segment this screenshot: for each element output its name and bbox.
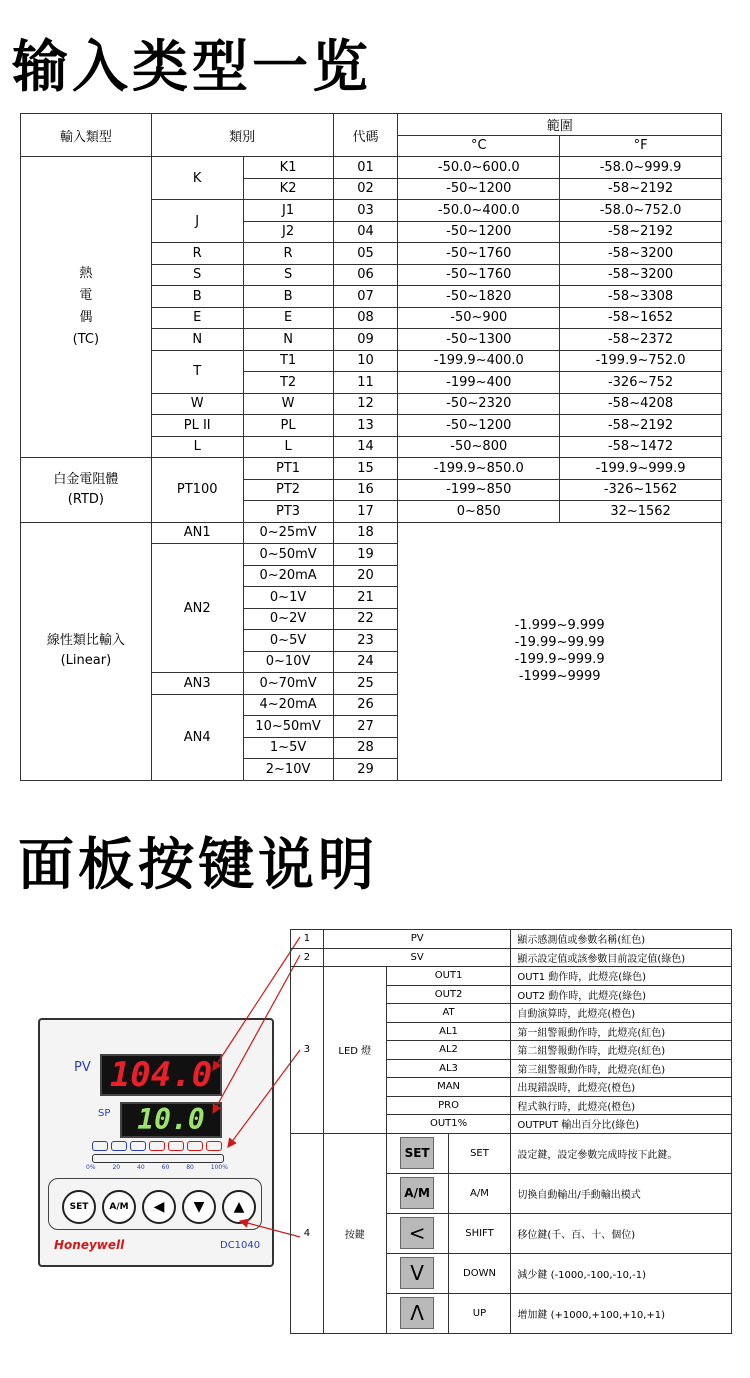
group-label: 偶 <box>79 310 93 325</box>
category-cell: L <box>151 436 243 458</box>
group-label: 線性類比輸入 <box>46 633 125 648</box>
callout-arrow-pv <box>213 937 300 1070</box>
c-range-cell: -199~400 <box>398 372 560 394</box>
group-label: (Linear) <box>60 653 112 668</box>
f-range-cell: -58~2372 <box>560 329 722 351</box>
item-desc: OUTPUT 輸出百分比(綠色) <box>511 1115 732 1134</box>
f-range-cell: -58~3200 <box>560 264 722 286</box>
down-button[interactable]: ▼ <box>182 1190 216 1224</box>
item-desc: 移位鍵(千、百、十、個位) <box>511 1213 732 1253</box>
table-row <box>291 948 732 967</box>
c-range-cell: 0~850 <box>398 501 560 523</box>
group-label: 電 <box>79 288 93 303</box>
item-name: OUT1 <box>386 967 511 986</box>
pv-label: PV <box>74 1060 91 1075</box>
sv-label: SP <box>98 1108 111 1119</box>
code-cell: 02 <box>333 178 398 200</box>
scale-label: 40 <box>137 1164 145 1171</box>
item-name: PV <box>323 930 511 949</box>
f-range-cell: -199.9~999.9 <box>560 458 722 480</box>
up-button[interactable]: ▲ <box>222 1190 256 1224</box>
sub-cell: PT2 <box>243 479 333 501</box>
item-name: SET <box>448 1133 511 1173</box>
f-range-cell: -58~2192 <box>560 221 722 243</box>
sub-cell: PT1 <box>243 458 333 480</box>
table-row <box>291 967 732 986</box>
c-range-cell: -50~900 <box>398 307 560 329</box>
item-name: AL2 <box>386 1041 511 1060</box>
code-cell: 01 <box>333 157 398 179</box>
f-range-cell: 32~1562 <box>560 501 722 523</box>
linear-range: -1999~9999 <box>518 669 601 684</box>
category-cell: B <box>151 286 243 308</box>
code-cell: 03 <box>333 200 398 222</box>
shift-key-icon: < <box>400 1217 434 1249</box>
sub-cell: 0~1V <box>243 587 333 609</box>
sub-cell: 0~70mV <box>243 673 333 695</box>
item-desc: 增加鍵 (+1000,+100,+10,+1) <box>511 1293 732 1333</box>
header-range: 範圍 <box>398 114 722 136</box>
up-key-icon: Λ <box>400 1297 434 1329</box>
shift-button[interactable]: ◀ <box>142 1190 176 1224</box>
category-cell: AN2 <box>151 544 243 673</box>
code-cell: 11 <box>333 372 398 394</box>
f-range-cell: -58~1472 <box>560 436 722 458</box>
sub-cell: T1 <box>243 350 333 372</box>
code-cell: 17 <box>333 501 398 523</box>
item-desc: 第一組警報動作時，此燈亮(紅色) <box>511 1022 732 1041</box>
table-row <box>291 930 732 949</box>
item-desc: 顯示設定值或該參數目前設定值(綠色) <box>511 948 732 967</box>
group-label: (TC) <box>72 332 100 347</box>
item-desc: 程式執行時，此燈亮(橙色) <box>511 1096 732 1115</box>
sub-cell: PL <box>243 415 333 437</box>
category-cell: N <box>151 329 243 351</box>
sub-cell: 0~50mV <box>243 544 333 566</box>
f-range-cell: -326~752 <box>560 372 722 394</box>
code-cell: 09 <box>333 329 398 351</box>
group-label: (RTD) <box>67 491 104 507</box>
code-cell: 23 <box>333 630 398 652</box>
code-cell: 06 <box>333 264 398 286</box>
linear-range: -199.9~999.9 <box>514 652 605 667</box>
f-range-cell: -58~1652 <box>560 307 722 329</box>
c-range-cell: -199.9~400.0 <box>398 350 560 372</box>
section-title-panel-keys: 面板按键说明 <box>18 833 378 898</box>
category-cell: R <box>151 243 243 265</box>
code-cell: 29 <box>333 759 398 781</box>
item-desc: 出現錯誤時，此燈亮(橙色) <box>511 1078 732 1097</box>
category-cell: PL II <box>151 415 243 437</box>
c-range-cell: -50~1200 <box>398 415 560 437</box>
sub-cell: R <box>243 243 333 265</box>
code-cell: 26 <box>333 694 398 716</box>
f-range-cell: -58~2192 <box>560 415 722 437</box>
category-cell: AN4 <box>151 694 243 780</box>
f-range-cell: -326~1562 <box>560 479 722 501</box>
item-desc: 切換自動輸出/手動輸出模式 <box>511 1173 732 1213</box>
code-cell: 07 <box>333 286 398 308</box>
sub-cell: B <box>243 286 333 308</box>
row-number: 4 <box>291 1133 324 1333</box>
header-celsius: °C <box>398 135 560 157</box>
row-number: 2 <box>291 948 324 967</box>
am-button[interactable]: A/M <box>102 1190 136 1224</box>
sub-cell: J2 <box>243 221 333 243</box>
item-desc: 自動演算時，此燈亮(橙色) <box>511 1004 732 1023</box>
code-cell: 16 <box>333 479 398 501</box>
c-range-cell: -199.9~850.0 <box>398 458 560 480</box>
f-range-cell: -58~2192 <box>560 178 722 200</box>
f-range-cell: -58~3200 <box>560 243 722 265</box>
code-cell: 08 <box>333 307 398 329</box>
f-range-cell: -58~4208 <box>560 393 722 415</box>
group-name: LED 燈 <box>323 967 386 1134</box>
item-name: PRO <box>386 1096 511 1115</box>
item-desc: 顯示感測值或參數名稱(紅色) <box>511 930 732 949</box>
row-number: 1 <box>291 930 324 949</box>
item-name: UP <box>448 1293 511 1333</box>
c-range-cell: -50~800 <box>398 436 560 458</box>
sub-cell: 2~10V <box>243 759 333 781</box>
category-cell: K <box>151 157 243 200</box>
sub-cell: 10~50mV <box>243 716 333 738</box>
scale-label: 60 <box>161 1164 170 1171</box>
key-icon-cell <box>386 1173 448 1213</box>
am-key-icon: A/M <box>400 1177 434 1209</box>
sub-cell: N <box>243 329 333 351</box>
item-name: SHIFT <box>448 1213 511 1253</box>
item-name: A/M <box>448 1173 511 1213</box>
item-name: OUT1% <box>386 1115 511 1134</box>
row-number: 3 <box>291 967 324 1134</box>
code-cell: 05 <box>333 243 398 265</box>
category-cell: W <box>151 393 243 415</box>
sub-cell: S <box>243 264 333 286</box>
sub-cell: T2 <box>243 372 333 394</box>
item-name: OUT2 <box>386 985 511 1004</box>
table-row <box>291 1133 732 1173</box>
header-code: 代碼 <box>333 114 398 157</box>
scale-label: 20 <box>112 1164 121 1171</box>
model-label: DC1040 <box>220 1240 261 1251</box>
item-name: SV <box>323 948 511 967</box>
item-name: DOWN <box>448 1253 511 1293</box>
sub-cell: K1 <box>243 157 333 179</box>
c-range-cell: -50~1760 <box>398 264 560 286</box>
f-range-cell: -58~3308 <box>560 286 722 308</box>
item-name: MAN <box>386 1078 511 1097</box>
category-cell: AN1 <box>151 522 243 544</box>
item-desc: 減少鍵 (-1000,-100,-10,-1) <box>511 1253 732 1293</box>
sub-cell: 0~20mA <box>243 565 333 587</box>
item-desc: OUT1 動作時，此燈亮(綠色) <box>511 967 732 986</box>
key-icon-cell <box>386 1133 448 1173</box>
down-key-icon: V <box>400 1257 434 1289</box>
c-range-cell: -50~1200 <box>398 178 560 200</box>
category-cell: PT100 <box>151 458 243 523</box>
linear-range: -1.999~9.999 <box>514 618 605 633</box>
c-range-cell: -50.0~600.0 <box>398 157 560 179</box>
sub-cell: W <box>243 393 333 415</box>
category-cell: AN3 <box>151 673 243 695</box>
sub-cell: E <box>243 307 333 329</box>
code-cell: 20 <box>333 565 398 587</box>
sub-cell: J1 <box>243 200 333 222</box>
c-range-cell: -50~1760 <box>398 243 560 265</box>
code-cell: 18 <box>333 522 398 544</box>
section-title-input-types: 输入类型一览 <box>12 35 372 100</box>
c-range-cell: -50~1200 <box>398 221 560 243</box>
category-cell: E <box>151 307 243 329</box>
code-cell: 14 <box>333 436 398 458</box>
c-range-cell: -50~1300 <box>398 329 560 351</box>
key-icon-cell <box>386 1293 448 1333</box>
sub-cell: 1~5V <box>243 737 333 759</box>
code-cell: 27 <box>333 716 398 738</box>
c-range-cell: -50~2320 <box>398 393 560 415</box>
set-button[interactable]: SET <box>62 1190 96 1224</box>
item-desc: 第二組警報動作時，此燈亮(紅色) <box>511 1041 732 1060</box>
code-cell: 15 <box>333 458 398 480</box>
group-label: 熱 <box>79 266 93 281</box>
item-name: AL3 <box>386 1059 511 1078</box>
header-fahrenheit: °F <box>560 135 722 157</box>
code-cell: 22 <box>333 608 398 630</box>
code-cell: 28 <box>333 737 398 759</box>
code-cell: 04 <box>333 221 398 243</box>
item-desc: 設定鍵，設定參數完成時按下此鍵。 <box>511 1133 732 1173</box>
header-type: 輸入類型 <box>21 114 152 157</box>
callout-arrow-sv <box>213 955 300 1113</box>
code-cell: 10 <box>333 350 398 372</box>
sub-cell: 0~10V <box>243 651 333 673</box>
sub-cell: 0~5V <box>243 630 333 652</box>
sv-display: 10.0 <box>120 1102 222 1138</box>
code-cell: 25 <box>333 673 398 695</box>
scale-label: 100% <box>210 1164 228 1171</box>
key-icon-cell <box>386 1253 448 1293</box>
sub-cell: 0~25mV <box>243 522 333 544</box>
sub-cell: L <box>243 436 333 458</box>
item-name: AL1 <box>386 1022 511 1041</box>
category-cell: T <box>151 350 243 393</box>
sub-cell: 4~20mA <box>243 694 333 716</box>
sub-cell: PT3 <box>243 501 333 523</box>
category-cell: J <box>151 200 243 243</box>
code-cell: 12 <box>333 393 398 415</box>
code-cell: 19 <box>333 544 398 566</box>
c-range-cell: -50.0~400.0 <box>398 200 560 222</box>
scale-label: 80 <box>186 1164 194 1171</box>
linear-range: -19.99~99.99 <box>514 635 605 650</box>
key-icon-cell <box>386 1213 448 1253</box>
c-range-cell: -50~1820 <box>398 286 560 308</box>
group-name: 按鍵 <box>323 1133 386 1333</box>
category-cell: S <box>151 264 243 286</box>
group-label: 白金電阻體 <box>53 471 119 487</box>
panel-key-table <box>290 929 732 1334</box>
pv-display: 104.0 <box>100 1054 222 1096</box>
item-desc: OUT2 動作時，此燈亮(綠色) <box>511 985 732 1004</box>
sub-cell: K2 <box>243 178 333 200</box>
code-cell: 21 <box>333 587 398 609</box>
f-range-cell: -58.0~999.9 <box>560 157 722 179</box>
brand-logo: Honeywell <box>54 1238 125 1252</box>
item-name: AT <box>386 1004 511 1023</box>
sub-cell: 0~2V <box>243 608 333 630</box>
f-range-cell: -58.0~752.0 <box>560 200 722 222</box>
code-cell: 24 <box>333 651 398 673</box>
c-range-cell: -199~850 <box>398 479 560 501</box>
f-range-cell: -199.9~752.0 <box>560 350 722 372</box>
set-key-icon: SET <box>400 1137 434 1169</box>
header-category: 類別 <box>151 114 333 157</box>
scale-label: 0% <box>86 1164 96 1171</box>
code-cell: 13 <box>333 415 398 437</box>
item-desc: 第三組警報動作時，此燈亮(紅色) <box>511 1059 732 1078</box>
